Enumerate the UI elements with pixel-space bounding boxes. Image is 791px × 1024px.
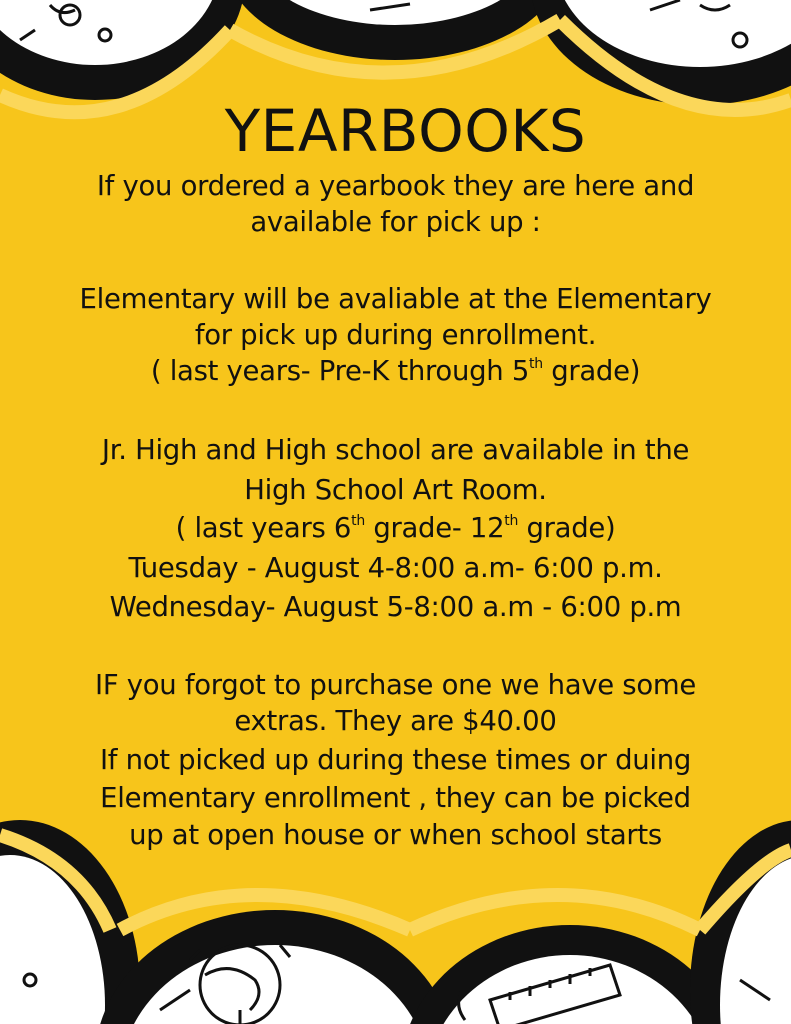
- elementary-grades: [30, 353, 761, 389]
- high-school-grades: [30, 510, 761, 546]
- extras-line-1: IF you forgot to purchase one we have some: [95, 669, 696, 701]
- extras-line-4: Elementary enrollment , they can be picked: [100, 782, 691, 814]
- extras-line-2: extras. They are $40.00: [234, 705, 557, 737]
- high-school-line-1: Jr. High and High school are available in the: [101, 434, 690, 466]
- high-school-grades-sup-1: th: [351, 512, 365, 529]
- intro-line-1: If you ordered a yearbook they are here and: [96, 170, 695, 202]
- high-school-grades-sup-2: th: [504, 512, 519, 529]
- elementary-grades-sup: th: [529, 355, 543, 372]
- elementary-line-1: Elementary will be avaliable at the Elementary: [79, 283, 712, 315]
- top-scallops: [0, 0, 791, 105]
- page-title: YEARBOOKS: [224, 97, 587, 165]
- tuesday-hours: Tuesday - August 4-8:00 a.m- 6:00 p.m.: [128, 552, 663, 584]
- high-school-line-2: High School Art Room.: [244, 474, 547, 506]
- high-school-grades-b: grade- 12: [364, 512, 505, 544]
- elementary-line-2: for pick up during enrollment.: [194, 319, 597, 351]
- high-school-grades-a: ( last years 6: [175, 512, 352, 544]
- elementary-grades-suffix: grade): [542, 355, 641, 387]
- extras-line-5: up at open house or when school starts: [129, 819, 662, 851]
- intro-line-2: available for pick up :: [250, 206, 541, 238]
- elementary-grades-prefix: ( last years- Pre-K through 5: [150, 355, 530, 387]
- wednesday-hours: Wednesday- August 5-8:00 a.m - 6:00 p.m: [109, 591, 682, 623]
- extras-line-3: If not picked up during these times or duing: [99, 744, 692, 776]
- high-school-grades-c: grade): [518, 512, 616, 544]
